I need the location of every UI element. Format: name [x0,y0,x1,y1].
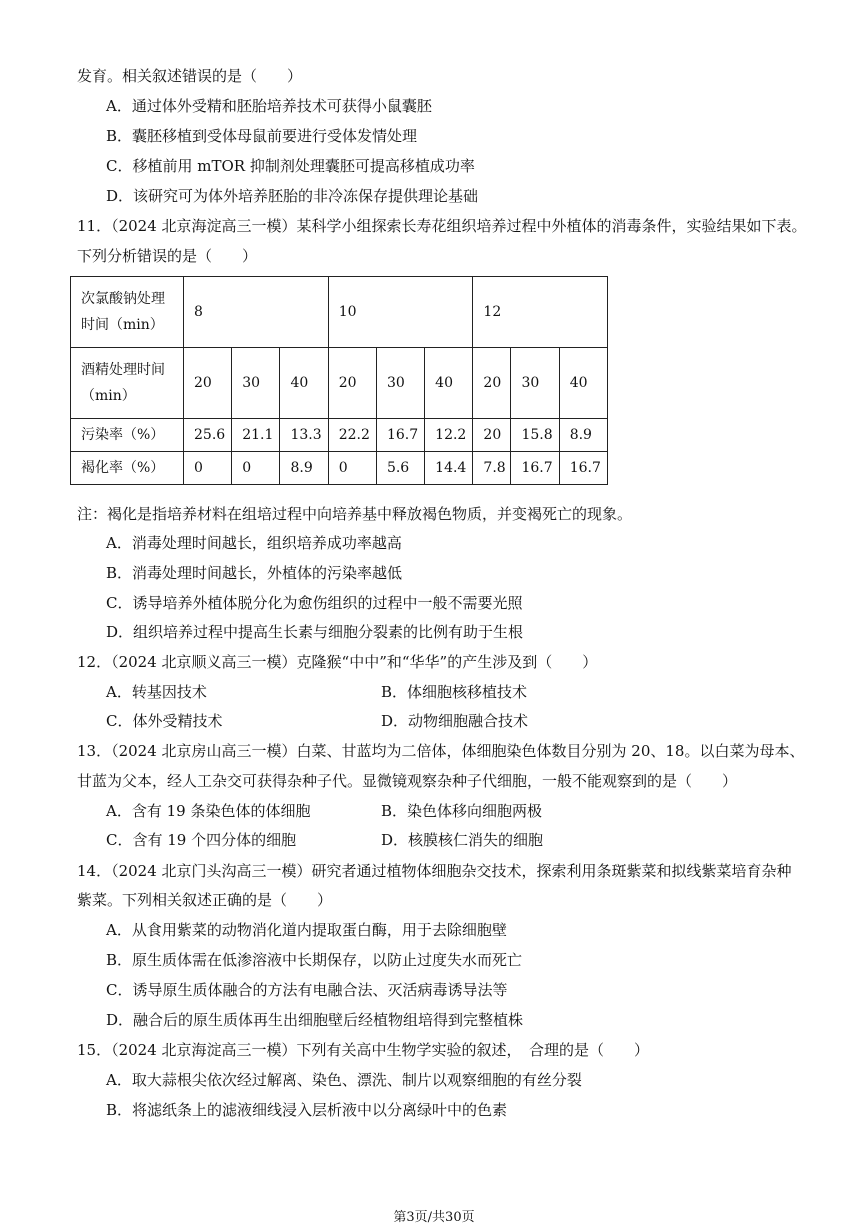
table-row [71,452,608,485]
q11-stem-line2: 下列分析错误的是（ ） [77,247,258,265]
table-cell: 22.2 [328,419,376,452]
table-cell: 5.6 [376,452,424,485]
table-cell: 20 [328,348,376,419]
group-cell: 12 [473,277,608,348]
table-cell: 40 [425,348,473,419]
table-row [71,419,608,452]
table-cell: 30 [376,348,424,419]
table-cell: 13.3 [280,419,328,452]
q11-stem-line1: 11．（2024 北京海淀高三一模）某科学小组探索长寿花组织培养过程中外植体的消毒条件，实验结果如下表。 [77,217,807,235]
q13-stem-line1: 13．（2024 北京房山高三一模）白菜、甘蓝均为二倍体，体细胞染色体数目分别为 20、18。以白菜为母本、 [77,742,805,760]
table-cell: 20 [473,348,511,419]
row-label-contamination: 污染率（%） [71,419,184,452]
q13-option-d: D．核膜核仁消失的细胞 [381,831,544,849]
page-number: 第3页/共30页 [393,1210,475,1225]
table-cell: 16.7 [559,452,607,485]
table-cell: 20 [473,419,511,452]
q12-stem: 12．（2024 北京顺义高三一模）克隆猴“中中”和“华华”的产生涉及到（ ） [77,653,598,671]
table-cell: 8.9 [280,452,328,485]
q14-option-d: D．融合后的原生质体再生出细胞壁后经植物组培得到完整植株 [106,1011,524,1029]
q15-stem: 15．（2024 北京海淀高三一模）下列有关高中生物学实验的叙述， 合理的是（ ） [77,1041,650,1059]
q12-option-d: D．动物细胞融合技术 [381,712,529,730]
q12-option-a: A．转基因技术 [106,683,207,701]
table-cell: 16.7 [376,419,424,452]
table-cell: 40 [280,348,328,419]
table-cell: 20 [184,348,232,419]
q10-option-c: C．移植前用 mTOR 抑制剂处理囊胚可提高移植成功率 [106,157,475,175]
table-cell: 15.8 [511,419,559,452]
q14-stem-line1: 14．（2024 北京门头沟高三一模）研究者通过植物体细胞杂交技术，探索利用条斑紫菜和拟线紫菜培育杂种 [77,862,792,880]
q12-option-b: B．体细胞核移植技术 [381,683,528,701]
table-cell: 12.2 [425,419,473,452]
q10-stem-tail: 发育。相关叙述错误的是（ ） [77,67,303,85]
table-cell: 7.8 [473,452,511,485]
table-row [71,348,608,419]
q13-option-b: B．染色体移向细胞两极 [381,802,543,820]
table-cell: 0 [232,452,280,485]
group-cell: 10 [328,277,473,348]
table-cell: 30 [232,348,280,419]
q14-option-c: C．诱导原生质体融合的方法有电融合法、灭活病毒诱导法等 [106,981,508,999]
q15-option-a: A．取大蒜根尖依次经过解离、染色、漂洗、制片以观察细胞的有丝分裂 [106,1071,582,1089]
table-cell: 30 [511,348,559,419]
q14-stem-line2: 紫菜。下列相关叙述正确的是（ ） [77,891,333,909]
q11-option-a: A．消毒处理时间越长，组织培养成功率越高 [106,534,402,552]
table-row [71,277,608,348]
table-cell: 0 [328,452,376,485]
table-cell: 21.1 [232,419,280,452]
q15-option-b: B．将滤纸条上的滤液细线浸入层析液中以分离绿叶中的色素 [106,1101,508,1119]
disinfection-table [70,276,608,485]
table-cell: 8.9 [559,419,607,452]
q11-option-d: D．组织培养过程中提高生长素与细胞分裂素的比例有助于生根 [106,623,524,641]
header-label: 时间（min） [81,317,164,333]
row-label-browning: 褐化率（%） [71,452,184,485]
header-cell-naclo [71,277,184,348]
header-label: 次氯酸钠处理 [81,291,165,307]
header-label: 酒精处理时间 [81,362,165,378]
table-cell: 16.7 [511,452,559,485]
header-cell-alcohol [71,348,184,419]
q11-note: 注：褐化是指培养材料在组培过程中向培养基中释放褐色物质，并变褐死亡的现象。 [77,505,633,523]
table-cell: 25.6 [184,419,232,452]
q13-option-a: A．含有 19 条染色体的体细胞 [106,802,311,820]
table-cell: 14.4 [425,452,473,485]
q13-option-c: C．含有 19 个四分体的细胞 [106,831,297,849]
header-label: （min） [81,388,136,404]
table-cell: 40 [559,348,607,419]
q12-option-c: C．体外受精技术 [106,712,223,730]
table-cell: 0 [184,452,232,485]
q13-stem-line2: 甘蓝为父本，经人工杂交可获得杂种子代。显微镜观察杂种子代细胞，一般不能观察到的是（ ） [77,772,738,790]
q14-option-b: B．原生质体需在低渗溶液中长期保存，以防止过度失水而死亡 [106,951,523,969]
q10-option-d: D．该研究可为体外培养胚胎的非冷冻保存提供理论基础 [106,187,479,205]
group-cell: 8 [184,277,329,348]
q11-option-c: C．诱导培养外植体脱分化为愈伤组织的过程中一般不需要光照 [106,594,523,612]
q14-option-a: A．从食用紫菜的动物消化道内提取蛋白酶，用于去除细胞壁 [106,921,507,939]
q10-option-a: A．通过体外受精和胚胎培养技术可获得小鼠囊胚 [106,97,432,115]
q10-option-b: B．囊胚移植到受体母鼠前要进行受体发情处理 [106,127,418,145]
q11-option-b: B．消毒处理时间越长，外植体的污染率越低 [106,564,403,582]
